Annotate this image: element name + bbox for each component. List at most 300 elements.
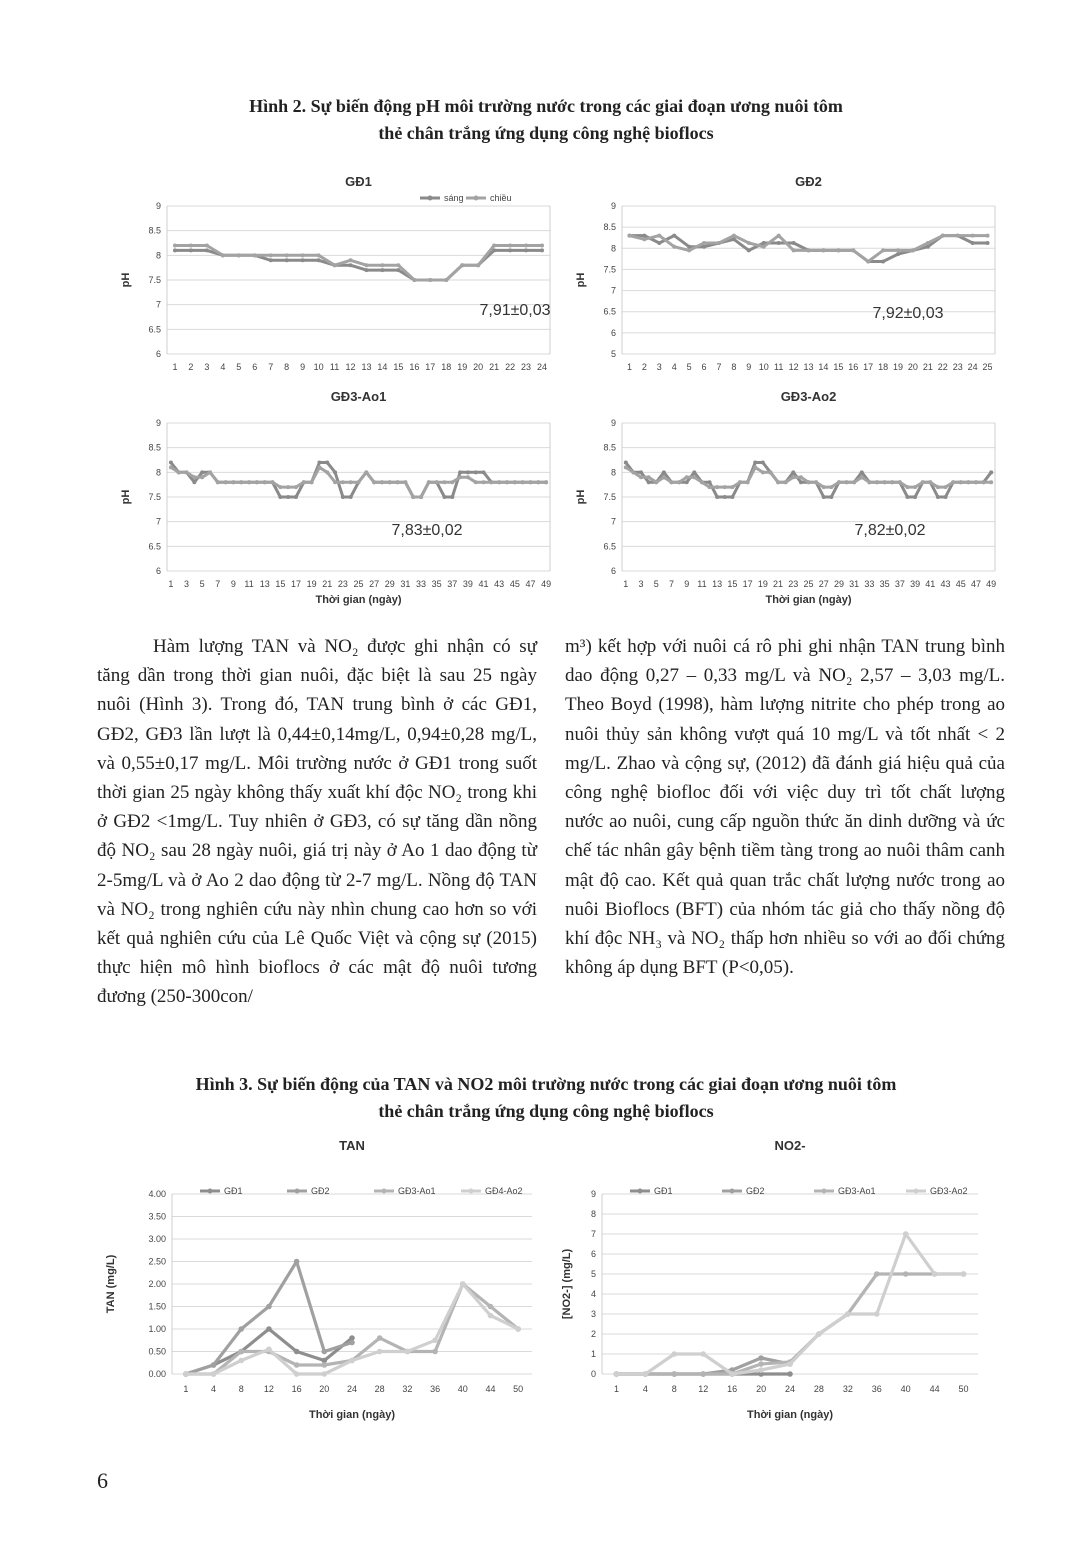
data-point xyxy=(784,480,788,484)
data-point xyxy=(643,1371,649,1377)
data-point xyxy=(460,263,464,267)
mean-annotation: 7,91±0,03 xyxy=(479,302,551,319)
data-point xyxy=(460,1281,466,1287)
data-point xyxy=(349,480,353,484)
data-point xyxy=(768,470,772,474)
x-tick-label: 9 xyxy=(746,362,752,372)
x-tick-label: 36 xyxy=(871,1384,882,1394)
x-tick-label: 12 xyxy=(698,1384,709,1394)
y-tick-label: 0.00 xyxy=(148,1369,166,1379)
data-point xyxy=(377,1349,383,1355)
data-point xyxy=(239,480,243,484)
data-point xyxy=(875,480,879,484)
x-tick-label: 13 xyxy=(712,579,723,589)
x-tick-label: 6 xyxy=(252,362,258,372)
data-point xyxy=(807,480,811,484)
data-point xyxy=(432,1337,438,1343)
data-point xyxy=(732,234,736,238)
legend-marker xyxy=(469,1189,474,1194)
data-point xyxy=(776,480,780,484)
y-axis-label: [NO2-] (mg/L) xyxy=(561,1248,573,1320)
data-point xyxy=(898,480,902,484)
x-tick-label: 3 xyxy=(184,579,190,589)
data-point xyxy=(966,480,970,484)
data-point xyxy=(189,248,193,252)
data-point xyxy=(349,258,353,262)
data-point xyxy=(278,485,282,489)
data-point xyxy=(169,460,173,464)
x-tick-label: 12 xyxy=(788,362,799,372)
x-tick-label: 49 xyxy=(541,579,552,589)
x-tick-label: 32 xyxy=(402,1384,413,1394)
x-tick-label: 21 xyxy=(773,579,784,589)
x-tick-label: 15 xyxy=(727,579,738,589)
figure-2-caption-line1: Hình 2. Sự biến động pH môi trường nước trong các giai đoạn ương nuôi tôm xyxy=(249,96,843,116)
x-tick-label: 18 xyxy=(878,362,889,372)
x-tick-label: 16 xyxy=(409,362,420,372)
data-point xyxy=(412,278,416,282)
x-tick-label: 14 xyxy=(818,362,829,372)
data-point xyxy=(944,495,948,499)
data-point xyxy=(183,1371,189,1377)
data-point xyxy=(845,480,849,484)
data-point xyxy=(642,237,646,241)
x-tick-label: 39 xyxy=(462,579,473,589)
data-point xyxy=(692,475,696,479)
x-tick-label: 35 xyxy=(431,579,442,589)
data-point xyxy=(647,475,651,479)
series-line xyxy=(175,246,542,281)
data-point xyxy=(524,248,528,252)
y-tick-label: 2 xyxy=(590,1329,596,1339)
x-tick-label: 40 xyxy=(457,1384,468,1394)
data-point xyxy=(672,234,676,238)
chart-svg xyxy=(560,385,1010,607)
data-point xyxy=(286,495,290,499)
data-point xyxy=(672,245,676,249)
x-tick-label: 3 xyxy=(656,362,662,372)
data-point xyxy=(442,495,446,499)
data-point xyxy=(294,1349,300,1355)
x-tick-label: 8 xyxy=(671,1384,677,1394)
data-point xyxy=(761,460,765,464)
data-point xyxy=(657,241,661,245)
data-point xyxy=(829,495,833,499)
x-tick-label: 24 xyxy=(537,362,548,372)
data-point xyxy=(866,260,870,264)
y-tick-label: 2.00 xyxy=(148,1279,166,1289)
data-point xyxy=(986,241,990,245)
data-point xyxy=(435,480,439,484)
x-tick-label: 24 xyxy=(784,1384,796,1394)
data-point xyxy=(928,480,932,484)
ph-chart-gd2 xyxy=(560,170,1010,380)
body-paragraph-right: m³) kết hợp với nuôi cá rô phi ghi nhận TAN trung bình dao động 0,27 – 0,33 mg/L và NO₂ 2,57 – 3,03 mg/L. Theo Boyd (1998), hàm lượng nitrite cho phép trong ao nuôi thủy sản không vượt quá 10 mg/L và tốt nhất < 2 mg/L. Zhao và cộng sự, (2012) đã đánh giá hiệu quả của công nghệ biofloc đối với việc duy trì tốt chất lượng nước ao nuôi, cung cấp nguồn thức ăn dinh dưỡng và ức chế tác nhân gây bệnh tiềm tàng trong ao nuôi thâm canh mật độ cao. Kết quả quan trắc chất lượng nước trong ao nuôi Bioflocs (BFT) của nhóm tác giả cho thấy nồng độ khí độc NH₃ và NO₂ thấp hơn nhiều so với ao đối chứng không áp dụng BFT (P<0,05). xyxy=(565,636,1005,979)
legend-marker xyxy=(382,1189,387,1194)
x-tick-label: 15 xyxy=(275,579,286,589)
y-tick-label: 5 xyxy=(590,1269,596,1279)
data-point xyxy=(787,1361,793,1367)
legend-label: GĐ3-Ao1 xyxy=(398,1186,436,1196)
data-point xyxy=(851,248,855,252)
data-point xyxy=(192,480,196,484)
data-point xyxy=(672,1371,678,1377)
x-tick-label: 15 xyxy=(393,362,404,372)
data-point xyxy=(753,460,757,464)
data-point xyxy=(294,1371,300,1377)
ph-chart-gd3-ao1 xyxy=(105,385,560,607)
data-point xyxy=(278,495,282,499)
y-tick-label: 0.50 xyxy=(148,1346,166,1357)
x-tick-label: 20 xyxy=(319,1384,330,1394)
x-tick-label: 25 xyxy=(803,579,814,589)
x-tick-label: 4 xyxy=(211,1384,217,1394)
x-tick-label: 8 xyxy=(238,1384,244,1394)
legend-label: sáng xyxy=(444,193,464,203)
x-tick-label: 50 xyxy=(513,1384,524,1394)
data-point xyxy=(639,470,643,474)
x-tick-label: 12 xyxy=(263,1384,274,1394)
x-tick-label: 29 xyxy=(833,579,844,589)
x-tick-label: 17 xyxy=(290,579,301,589)
data-point xyxy=(482,470,486,474)
y-tick-label: 6 xyxy=(610,327,616,338)
x-tick-label: 44 xyxy=(485,1384,496,1394)
data-point xyxy=(822,495,826,499)
x-tick-label: 7 xyxy=(716,362,722,372)
x-tick-label: 20 xyxy=(907,362,918,372)
data-point xyxy=(221,253,225,257)
data-point xyxy=(890,480,894,484)
chart-title: GĐ2 xyxy=(795,174,822,189)
x-tick-label: 8 xyxy=(731,362,737,372)
y-tick-label: 7.5 xyxy=(603,264,616,275)
data-point xyxy=(791,470,795,474)
data-point xyxy=(266,1304,272,1310)
data-point xyxy=(753,465,757,469)
data-point xyxy=(936,485,940,489)
y-tick-label: 0 xyxy=(590,1369,596,1379)
data-point xyxy=(758,1361,764,1367)
x-tick-label: 1 xyxy=(172,362,178,372)
x-tick-label: 41 xyxy=(478,579,489,589)
data-point xyxy=(173,243,177,247)
legend-marker xyxy=(822,1189,827,1194)
data-point xyxy=(208,470,212,474)
y-axis-label: pH xyxy=(575,489,587,505)
x-tick-label: 43 xyxy=(940,579,951,589)
data-point xyxy=(821,248,825,252)
data-point xyxy=(177,470,181,474)
data-point xyxy=(349,1358,355,1364)
x-axis-label: Thời gian (ngày) xyxy=(308,1409,396,1421)
data-point xyxy=(662,470,666,474)
x-tick-label: 44 xyxy=(929,1384,940,1394)
data-point xyxy=(515,1326,521,1332)
data-point xyxy=(799,475,803,479)
x-tick-label: 9 xyxy=(684,579,690,589)
y-tick-label: 3 xyxy=(590,1309,596,1319)
data-point xyxy=(380,480,384,484)
data-point xyxy=(961,1271,967,1277)
data-point xyxy=(799,480,803,484)
data-point xyxy=(921,480,925,484)
x-tick-label: 1 xyxy=(623,579,629,589)
data-point xyxy=(237,253,241,257)
x-tick-label: 36 xyxy=(430,1384,441,1394)
data-point xyxy=(325,470,329,474)
data-point xyxy=(301,258,305,262)
y-tick-label: 8.5 xyxy=(148,225,161,236)
data-point xyxy=(488,1313,494,1319)
data-point xyxy=(247,480,251,484)
data-point xyxy=(715,485,719,489)
y-tick-label: 7 xyxy=(610,285,616,296)
x-tick-label: 23 xyxy=(337,579,348,589)
data-point xyxy=(285,258,289,262)
y-tick-label: 3.00 xyxy=(148,1234,166,1244)
data-point xyxy=(364,268,368,272)
data-point xyxy=(631,470,635,474)
x-tick-label: 16 xyxy=(727,1384,738,1394)
x-tick-label: 10 xyxy=(758,362,769,372)
mean-annotation: 7,92±0,03 xyxy=(872,305,944,322)
x-tick-label: 3 xyxy=(204,362,210,372)
data-point xyxy=(497,480,501,484)
data-point xyxy=(642,234,646,238)
data-point xyxy=(829,485,833,489)
data-point xyxy=(982,480,986,484)
data-point xyxy=(294,1259,300,1265)
x-tick-label: 12 xyxy=(345,362,356,372)
data-point xyxy=(926,241,930,245)
data-point xyxy=(322,1371,328,1377)
legend-marker xyxy=(638,1189,643,1194)
x-tick-label: 47 xyxy=(970,579,981,589)
data-point xyxy=(325,460,329,464)
x-tick-label: 37 xyxy=(447,579,458,589)
data-point xyxy=(700,1371,706,1377)
legend-marker xyxy=(730,1189,735,1194)
tan-chart xyxy=(100,1130,550,1430)
x-tick-label: 11 xyxy=(329,362,340,372)
data-point xyxy=(746,480,750,484)
y-tick-label: 1 xyxy=(590,1349,596,1359)
x-tick-label: 25 xyxy=(353,579,364,589)
data-point xyxy=(322,1362,328,1368)
data-point xyxy=(944,485,948,489)
x-tick-label: 37 xyxy=(894,579,905,589)
x-tick-label: 43 xyxy=(494,579,505,589)
data-point xyxy=(730,495,734,499)
x-tick-label: 45 xyxy=(955,579,966,589)
data-point xyxy=(205,248,209,252)
data-point xyxy=(881,260,885,264)
x-tick-label: 28 xyxy=(813,1384,824,1394)
data-point xyxy=(974,480,978,484)
data-point xyxy=(654,480,658,484)
x-tick-label: 17 xyxy=(863,362,874,372)
data-point xyxy=(432,1349,438,1355)
data-point xyxy=(388,480,392,484)
legend-label: GĐ3-Ao2 xyxy=(930,1186,968,1196)
data-point xyxy=(959,480,963,484)
data-point xyxy=(322,1349,328,1355)
chart-title: GĐ3-Ao2 xyxy=(780,389,837,404)
data-point xyxy=(294,485,298,489)
data-point xyxy=(349,1340,355,1346)
x-tick-label: 17 xyxy=(425,362,436,372)
data-point xyxy=(286,485,290,489)
data-point xyxy=(860,475,864,479)
data-point xyxy=(708,485,712,489)
y-tick-label: 8.5 xyxy=(603,222,616,233)
data-point xyxy=(349,263,353,267)
y-tick-label: 7.5 xyxy=(603,492,616,502)
y-axis-label: pH xyxy=(120,489,132,505)
data-point xyxy=(442,480,446,484)
x-axis-label: Thời gian (ngày) xyxy=(315,594,402,606)
x-tick-label: 45 xyxy=(509,579,520,589)
data-point xyxy=(466,475,470,479)
y-tick-label: 1.00 xyxy=(148,1324,166,1334)
data-point xyxy=(317,460,321,464)
data-point xyxy=(747,241,751,245)
data-point xyxy=(672,1351,678,1357)
data-point xyxy=(192,475,196,479)
data-point xyxy=(662,475,666,479)
data-point xyxy=(271,480,275,484)
data-point xyxy=(263,480,267,484)
data-point xyxy=(685,480,689,484)
data-point xyxy=(708,480,712,484)
x-tick-label: 27 xyxy=(369,579,380,589)
mean-annotation: 7,83±0,02 xyxy=(391,522,463,539)
x-tick-label: 22 xyxy=(937,362,948,372)
x-tick-label: 18 xyxy=(441,362,452,372)
y-tick-label: 7.5 xyxy=(148,275,161,285)
chart-svg xyxy=(560,170,1010,380)
data-point xyxy=(723,495,727,499)
legend-label: GĐ3-Ao1 xyxy=(838,1186,876,1196)
chart-title: TAN xyxy=(339,1138,365,1153)
data-point xyxy=(700,1351,706,1357)
y-tick-label: 3.50 xyxy=(148,1211,166,1222)
data-point xyxy=(807,248,811,252)
data-point xyxy=(715,495,719,499)
data-point xyxy=(255,480,259,484)
data-point xyxy=(913,485,917,489)
data-point xyxy=(971,234,975,238)
data-point xyxy=(761,470,765,474)
data-point xyxy=(492,243,496,247)
x-tick-label: 21 xyxy=(922,362,933,372)
x-tick-label: 11 xyxy=(244,579,254,589)
x-tick-label: 16 xyxy=(291,1384,302,1394)
x-tick-label: 24 xyxy=(346,1384,358,1394)
x-tick-label: 50 xyxy=(958,1384,969,1394)
data-point xyxy=(677,480,681,484)
y-tick-label: 4 xyxy=(590,1289,596,1299)
data-point xyxy=(989,480,993,484)
x-tick-label: 23 xyxy=(788,579,799,589)
y-tick-label: 6.5 xyxy=(603,306,616,317)
data-point xyxy=(341,480,345,484)
data-point xyxy=(881,248,885,252)
data-point xyxy=(427,480,431,484)
data-point xyxy=(476,263,480,267)
data-point xyxy=(450,495,454,499)
x-tick-label: 13 xyxy=(803,362,814,372)
figure-3-caption-line1: Hình 3. Sự biến động của TAN và NO2 môi trường nước trong các giai đoạn ương nuôi tôm xyxy=(195,1074,897,1094)
chart-svg xyxy=(105,170,560,380)
y-tick-label: 2.50 xyxy=(148,1256,166,1267)
data-point xyxy=(971,241,975,245)
data-point xyxy=(896,252,900,256)
data-point xyxy=(787,1371,793,1377)
ph-chart-gd1 xyxy=(105,170,560,380)
data-point xyxy=(266,1326,272,1332)
y-axis-label: pH xyxy=(575,272,587,288)
y-tick-label: 7 xyxy=(155,516,161,527)
data-point xyxy=(474,480,478,484)
data-point xyxy=(294,495,298,499)
x-axis-label: Thời gian (ngày) xyxy=(765,594,852,606)
data-point xyxy=(466,470,470,474)
data-point xyxy=(521,480,525,484)
y-tick-label: 7.5 xyxy=(148,492,161,502)
data-point xyxy=(747,248,751,252)
y-tick-label: 6 xyxy=(155,566,161,576)
data-point xyxy=(349,495,353,499)
data-point xyxy=(301,253,305,257)
data-point xyxy=(874,1271,880,1277)
data-point xyxy=(458,475,462,479)
data-point xyxy=(357,480,361,484)
data-point xyxy=(874,1311,880,1317)
data-point xyxy=(883,480,887,484)
data-point xyxy=(253,253,257,257)
y-tick-label: 6 xyxy=(155,349,161,359)
x-tick-label: 7 xyxy=(215,579,221,589)
y-tick-label: 8 xyxy=(590,1209,596,1219)
data-point xyxy=(205,243,209,247)
data-point xyxy=(396,480,400,484)
x-tick-label: 19 xyxy=(893,362,904,372)
data-point xyxy=(729,1371,735,1377)
data-point xyxy=(333,480,337,484)
x-tick-label: 4 xyxy=(642,1384,648,1394)
x-tick-label: 33 xyxy=(864,579,875,589)
body-paragraph-left: Hàm lượng TAN và NO₂ được ghi nhận có sự tăng dần trong thời gian nuôi, đặc biệt là sau 25 ngày nuôi (Hình 3). Trong đó, TAN trung bình ở các GĐ1, GĐ2, GĐ3 lần lượt là 0,44±0,14mg/L, 0,94±0,28 mg/L, và 0,55±0,17 mg/L. Môi trường nước ở GĐ1 trong suốt thời gian 25 ngày không thấy xuất khí độc NO₂ trong khi ở GĐ2 <1mg/L. Tuy nhiên ở GĐ3, có sự tăng dần nồng độ NO₂ sau 28 ngày nuôi, giá trị này ở Ao 1 dao động từ 2-5mg/L và ở Ao 2 dao động từ 2-7 mg/L. Nồng độ TAN và NO₂ trong nghiên cứu này nhìn chung cao hơn so với kết quả nghiên cứu của Lê Quốc Việt và cộng sự (2015) thực hiện mô hình bioflocs ở các mật độ nuôi tương đương (250-300con/ xyxy=(97,636,537,1008)
y-axis-label: pH xyxy=(120,272,132,288)
figure-3-caption-line2: thẻ chân trắng ứng dụng công nghệ bioflocs xyxy=(378,1101,714,1121)
data-point xyxy=(317,258,321,262)
data-point xyxy=(341,495,345,499)
data-point xyxy=(777,241,781,245)
data-point xyxy=(185,470,189,474)
x-tick-label: 4 xyxy=(220,362,226,372)
y-tick-label: 1.50 xyxy=(148,1301,166,1312)
no2-chart xyxy=(560,1130,1000,1430)
y-tick-label: 7 xyxy=(610,516,616,527)
body-column-left xyxy=(97,632,537,1012)
y-tick-label: 8.5 xyxy=(148,442,161,453)
y-tick-label: 8 xyxy=(155,467,161,478)
y-tick-label: 6.5 xyxy=(603,541,616,552)
x-tick-label: 8 xyxy=(284,362,290,372)
y-tick-label: 9 xyxy=(610,201,616,211)
